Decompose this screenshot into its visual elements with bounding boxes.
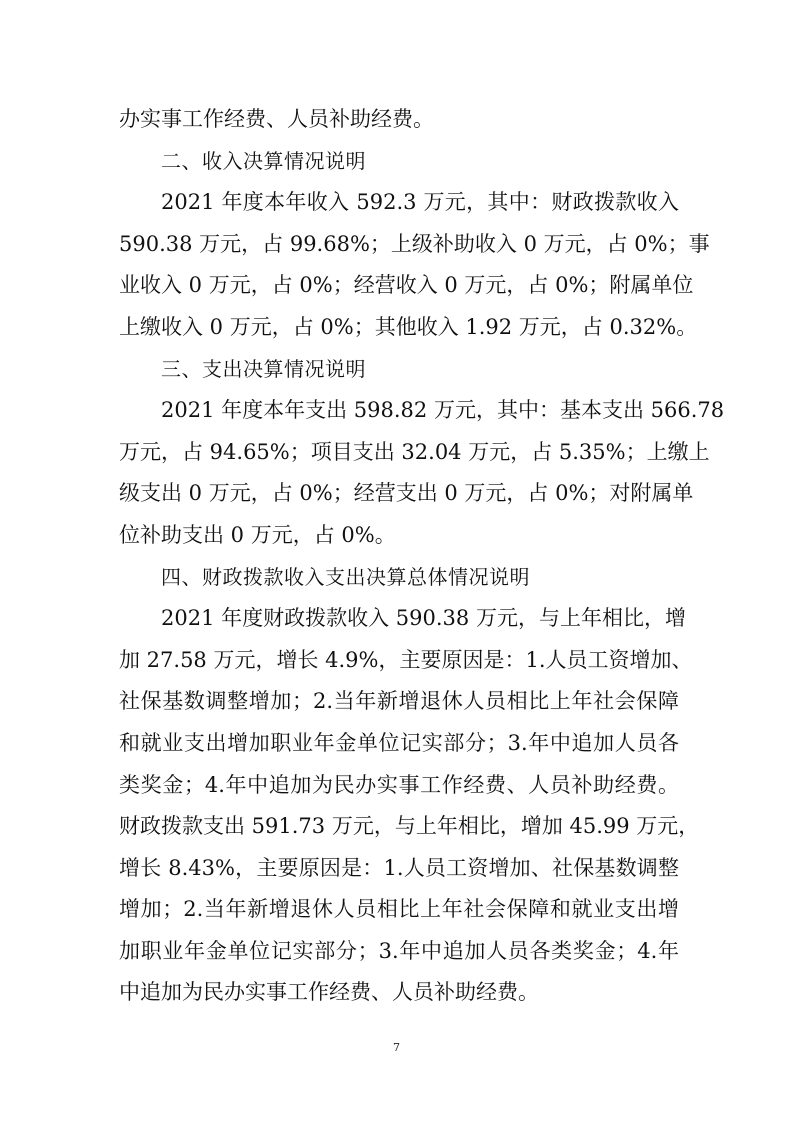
body-line: 增长 8.43%，主要原因是：1.人员工资增加、社保基数调整 [119, 855, 679, 880]
body-line: 2021 年度财政拨款收入 590.38 万元，与上年相比，增 [161, 606, 686, 631]
body-line: 和就业支出增加职业年金单位记实部分；3.年中追加人员各 [119, 730, 679, 755]
section-heading-fiscal-appropriation: 四、财政拨款收入支出决算总体情况说明 [161, 564, 530, 589]
body-line: 增加；2.当年新增退休人员相比上年社会保障和就业支出增 [119, 897, 679, 922]
body-line: 上缴收入 0 万元，占 0%；其他收入 1.92 万元，占 0.32%。 [119, 314, 698, 339]
body-line: 级支出 0 万元，占 0%；经营支出 0 万元，占 0%；对附属单 [119, 481, 694, 506]
page-number: 7 [393, 1041, 400, 1054]
body-line: 类奖金；4.年中追加为民办实事工作经费、人员补助经费。 [119, 772, 679, 797]
body-line: 社保基数调整增加；2.当年新增退休人员相比上年社会保障 [119, 689, 679, 714]
body-line: 办实事工作经费、人员补助经费。 [119, 107, 434, 131]
body-line: 加职业年金单位记实部分；3.年中追加人员各类奖金；4.年 [119, 938, 679, 963]
body-line: 590.38 万元，占 99.68%；上级补助收入 0 万元，占 0%；事 [119, 231, 710, 256]
body-line: 业收入 0 万元，占 0%；经营收入 0 万元，占 0%；附属单位 [119, 273, 694, 298]
section-heading-income: 二、收入决算情况说明 [161, 148, 366, 173]
body-line: 财政拨款支出 591.73 万元，与上年相比，增加 45.99 万元， [119, 814, 700, 839]
document-body [119, 99, 725, 1014]
body-line: 中追加为民办实事工作经费、人员补助经费。 [119, 980, 539, 1005]
body-line: 加 27.58 万元，增长 4.9%，主要原因是：1.人员工资增加、 [119, 647, 693, 672]
section-heading-expenditure: 三、支出决算情况说明 [161, 356, 366, 381]
body-line: 2021 年度本年支出 598.82 万元，其中：基本支出 566.78 [161, 398, 725, 423]
body-line: 万元，占 94.65%；项目支出 32.04 万元，占 5.35%；上缴上 [119, 439, 710, 464]
body-line: 2021 年度本年收入 592.3 万元，其中：财政拨款收入 [161, 190, 679, 215]
body-line: 位补助支出 0 万元，占 0%。 [119, 522, 396, 547]
